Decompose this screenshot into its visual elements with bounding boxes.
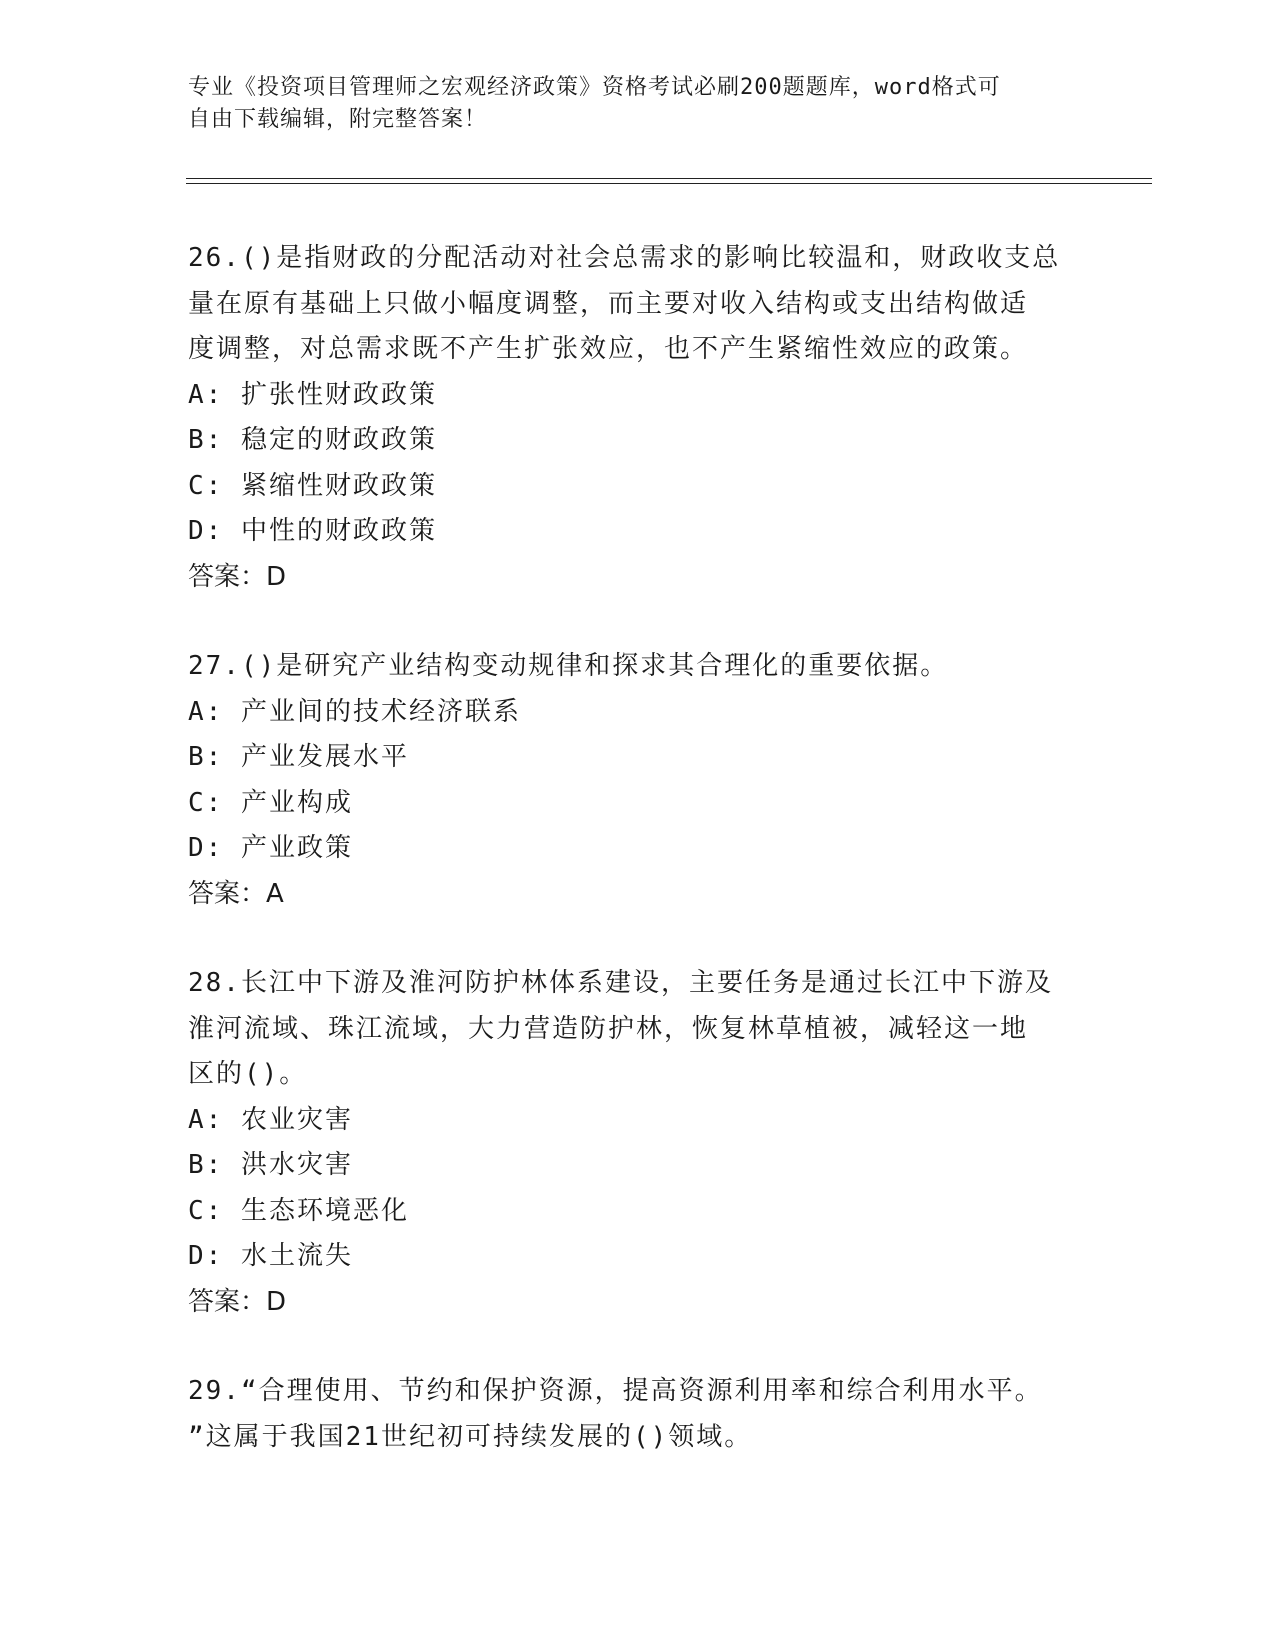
answer-line: 答案：D bbox=[188, 1286, 287, 1317]
question-stem-line: 度调整，对总需求既不产生扩张效应，也不产生紧缩性效应的政策。 bbox=[188, 334, 1029, 364]
header-line-2: 自由下载编辑，附完整答案！ bbox=[188, 107, 488, 132]
option-d: D: 水土流失 bbox=[188, 1241, 353, 1271]
question-stem-line: 26.()是指财政的分配活动对社会总需求的影响比较温和，财政收支总 bbox=[188, 243, 1061, 273]
question-list bbox=[188, 236, 1088, 1504]
option-c: C: 紧缩性财政政策 bbox=[188, 470, 437, 501]
option-a: A: 扩张性财政政策 bbox=[188, 379, 437, 410]
option-a: A: 产业间的技术经济联系 bbox=[188, 696, 521, 727]
document-header bbox=[188, 72, 1068, 136]
option-c: C: 生态环境恶化 bbox=[188, 1195, 409, 1226]
option-b: B: 洪水灾害 bbox=[188, 1150, 353, 1180]
option-d: D: 产业政策 bbox=[188, 833, 353, 863]
question-stem-line: 量在原有基础上只做小幅度调整，而主要对收入结构或支出结构做适 bbox=[188, 288, 1029, 319]
question-stem-line: 28.长江中下游及淮河防护林体系建设，主要任务是通过长江中下游及 bbox=[188, 968, 1053, 998]
option-b: B: 产业发展水平 bbox=[188, 742, 409, 772]
question-stem-line: ”这属于我国21世纪初可持续发展的()领域。 bbox=[188, 1421, 753, 1452]
header-line-1: 专业《投资项目管理师之宏观经济政策》资格考试必刷200题题库，word格式可 bbox=[188, 75, 1001, 100]
option-b: B: 稳定的财政政策 bbox=[188, 425, 437, 455]
question-27 bbox=[188, 644, 1088, 917]
header-divider bbox=[186, 178, 1152, 184]
question-29 bbox=[188, 1369, 1088, 1460]
option-c: C: 产业构成 bbox=[188, 787, 353, 818]
answer-line: 答案：D bbox=[188, 561, 287, 592]
question-stem-line: 淮河流域、珠江流域，大力营造防护林，恢复林草植被，减轻这一地 bbox=[188, 1013, 1029, 1044]
question-28 bbox=[188, 961, 1088, 1325]
question-26 bbox=[188, 236, 1088, 600]
question-stem-line: 区的()。 bbox=[188, 1059, 308, 1089]
option-a: A: 农业灾害 bbox=[188, 1104, 353, 1135]
option-d: D: 中性的财政政策 bbox=[188, 516, 437, 546]
answer-line: 答案：A bbox=[188, 878, 284, 909]
question-stem-line: 27.()是研究产业结构变动规律和探求其合理化的重要依据。 bbox=[188, 651, 949, 681]
question-stem-line: 29.“合理使用、节约和保护资源，提高资源利用率和综合利用水平。 bbox=[188, 1376, 1043, 1406]
